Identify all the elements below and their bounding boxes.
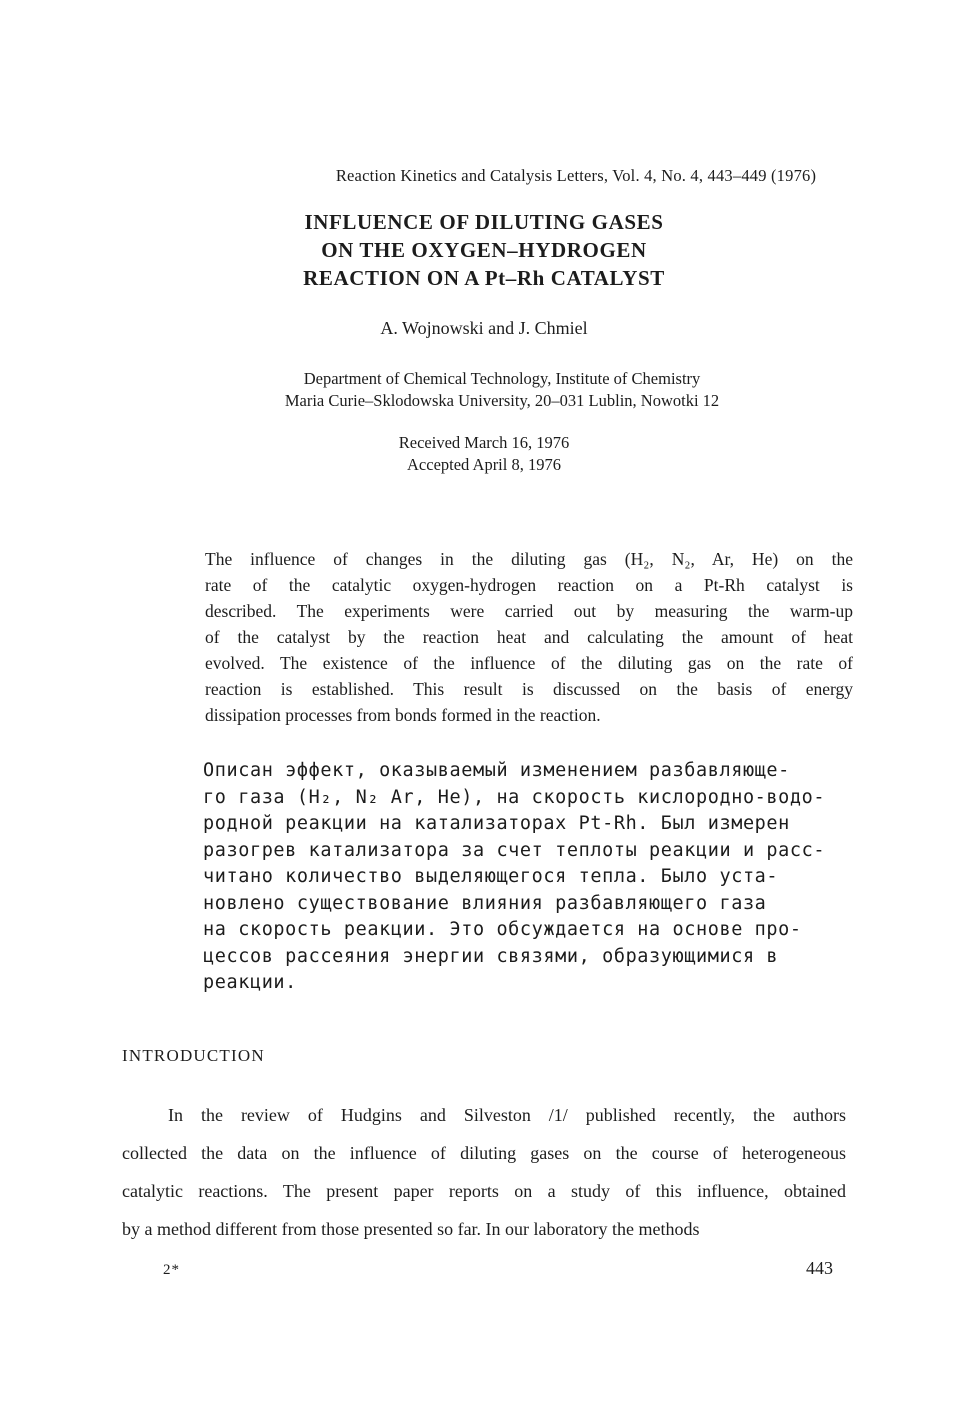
paper-title: INFLUENCE OF DILUTING GASES ON THE OXYGEN–HYDROGEN REACTION ON A Pt–Rh CATALYST	[303, 210, 665, 290]
authors-line: A. Wojnowski and J. Chmiel	[380, 318, 588, 338]
page-number: 443	[806, 1258, 833, 1278]
footer-signature-mark: 2*	[163, 1262, 180, 1278]
affiliation: Department of Chemical Technology, Institute of Chemistry Maria Curie–Sklodowska University, 20–031 Lublin, Nowotki 12	[284, 369, 720, 410]
introduction-paragraph: In the review of Hudgins and Silveston /1/ published recently, the authors collected the data on the influence of diluting gases on the course of heterogeneous catalytic reactions. The present paper reports on a study of this influence, obtained by a method different from those presented so far. In our laboratory the methods	[122, 1105, 846, 1239]
abstract-english: The influence of changes in the diluting gas (H₂, N₂, Ar, He) on the rate of the catalytic oxygen-hydrogen reaction on a Pt-Rh catalyst is described. The experiments were carried out by measuring the warm-up of the catalyst by the reaction heat and calculating the amount of heat evolved. The existence of the influence of the diluting gas on the rate of reaction is established. This result is discussed on the basis of energy dissipation processes from bonds formed in the reaction.	[205, 549, 853, 725]
abstract-russian: Описан эффект, оказываемый изменением разбавляюще- го газа (H₂, N₂ Ar, He), на скорость кислородно-водо- родной реакции на катализаторах Pt-Rh. Был измерен разогрев катализатора за счет теплоты реакции и расс- читано количество выделяющегося тепла. Было уста- новлено существование влияния разбавляющего газа на скорость реакции. Это обсуждается на основе про- цессов рассеяния энергии связями, образующимися в реакции.	[203, 760, 826, 993]
section-heading-introduction: INTRODUCTION	[122, 1046, 265, 1065]
received-accepted-dates: Received March 16, 1976 Accepted April 8, 1976	[398, 433, 570, 474]
journal-header: Reaction Kinetics and Catalysis Letters, Vol. 4, No. 4, 443–449 (1976)	[335, 166, 817, 185]
